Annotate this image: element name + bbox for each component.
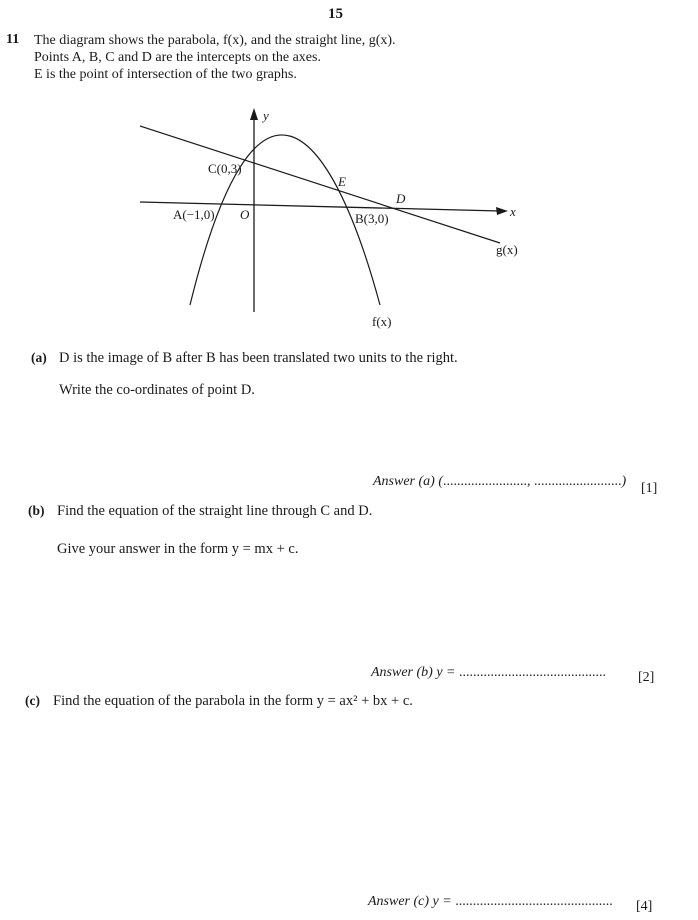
answer-a-sep: , [527,474,531,489]
answer-b-prefix: Answer (b) y = [371,665,456,680]
answer-b-blank[interactable]: .......................................... [459,665,606,680]
page-number: 15 [328,6,343,22]
label-C: C(0,3) [208,161,242,176]
part-a-label: (a) [31,350,47,365]
label-f: f(x) [372,314,392,329]
part-a-instruction: Write the co-ordinates of point D. [59,382,255,398]
part-b-text: Find the equation of the straight line through C and D. [57,503,373,519]
answer-a-blank-1[interactable]: ........................ [443,474,527,489]
part-b-instruction: Give your answer in the form y = mx + c. [57,541,299,557]
part-c-label: (c) [25,693,40,708]
part-c-marks: [4] [636,899,653,914]
question-number: 11 [6,32,20,47]
part-b-marks: [2] [638,670,655,685]
answer-a-prefix: Answer (a) ( [373,474,443,489]
y-axis-label: y [263,108,269,123]
x-axis-label: x [510,204,516,219]
answer-c-prefix: Answer (c) y = [368,894,452,909]
answer-a-suffix: ) [621,474,627,489]
answer-a-blank-2[interactable]: ......................... [534,474,622,489]
label-B: B(3,0) [355,211,389,226]
label-E: E [338,174,346,189]
label-A: A(−1,0) [173,207,215,222]
y-axis-arrow-icon [250,108,258,120]
answer-a [373,474,626,490]
answer-c [368,894,613,910]
line-g [140,126,500,243]
part-c-text: Find the equation of the parabola in the form y = ax² + bx + c. [53,693,413,709]
x-axis-arrow-icon [496,207,508,215]
label-g: g(x) [496,242,518,257]
question-line-3: E is the point of intersection of the two graphs. [34,67,297,82]
label-D: D [396,191,406,206]
question-line-2: Points A, B, C and D are the intercepts on the axes. [34,50,321,65]
part-a-marks: [1] [641,481,658,496]
question-line-1: The diagram shows the parabola, f(x), and the straight line, g(x). [34,33,396,48]
part-a-text: D is the image of B after B has been translated two units to the right. [59,350,458,366]
answer-c-blank[interactable]: ............................................. [455,894,613,909]
label-O: O [240,207,250,222]
part-b-label: (b) [28,503,45,518]
graph-diagram [0,0,698,340]
answer-b [371,665,606,681]
